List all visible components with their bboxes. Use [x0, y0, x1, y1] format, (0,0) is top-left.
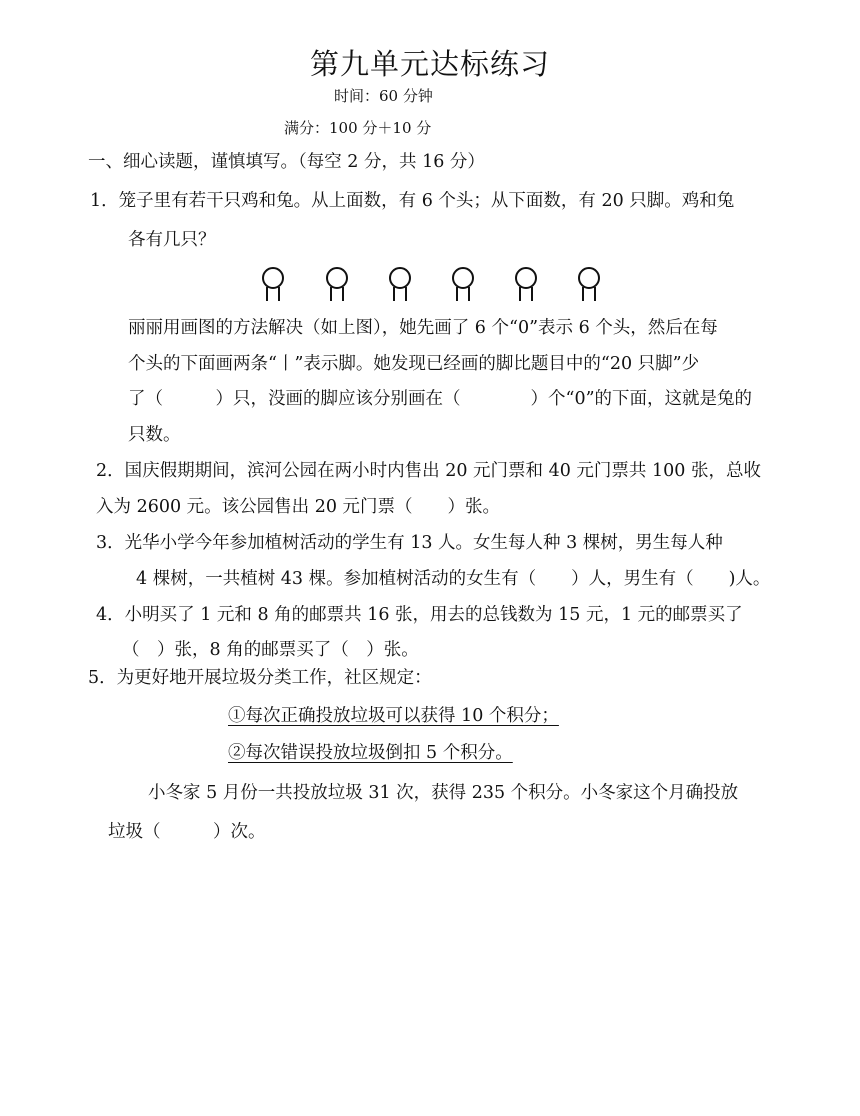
question-3-line-1: 3．光华小学今年参加植树活动的学生有 13 人。女生每人种 3 棵树，男生每人种: [96, 533, 723, 553]
question-5-paragraph-line-2: 垃圾（ ）次。: [108, 822, 266, 842]
question-5-paragraph-line-1: 小冬家 5 月份一共投放垃圾 31 次，获得 235 个积分。小冬家这个月确投放: [148, 783, 739, 803]
question-2-line-2: 入为 2600 元。该公园售出 20 元门票（ ）张。: [96, 497, 501, 517]
head-with-two-legs-icon: [322, 266, 352, 302]
chicken-rabbit-drawing: [0, 266, 860, 306]
section-heading: 一、细心读题，谨慎填写。（每空 2 分，共 16 分）: [88, 152, 485, 172]
question-4-line-1: 4．小明买了 1 元和 8 角的邮票共 16 张，用去的总钱数为 15 元，1 元的邮票买了: [96, 605, 743, 625]
question-5-rule-1: ①每次正确投放垃圾可以获得 10 个积分；: [228, 706, 559, 726]
full-score: 满分：100 分＋10 分: [284, 119, 432, 137]
question-1-line-1: 1．笼子里有若干只鸡和兔。从上面数，有 6 个头；从下面数，有 20 只脚。鸡和兔: [90, 191, 735, 211]
question-1-paragraph-line-3: 了（ ）只，没画的脚应该分别画在（ ）个“0”的下面，这就是兔的: [128, 389, 753, 409]
question-1-line-2: 各有几只？: [128, 230, 216, 250]
question-1-paragraph-line-1: 丽丽用画图的方法解决（如上图），她先画了 6 个“0”表示 6 个头，然后在每: [128, 318, 718, 338]
question-4-line-2: （ ）张，8 角的邮票买了（ ）张。: [122, 640, 419, 660]
question-2-line-1: 2．国庆假期期间，滨河公园在两小时内售出 20 元门票和 40 元门票共 100 张，总收: [96, 461, 761, 481]
question-5-rule-2: ②每次错误投放垃圾倒扣 5 个积分。: [228, 743, 513, 763]
head-with-two-legs-icon: [511, 266, 541, 302]
page-title: 第九单元达标练习: [309, 47, 550, 81]
head-with-two-legs-icon: [448, 266, 478, 302]
question-1-paragraph-line-4: 只数。: [128, 425, 181, 445]
head-with-two-legs-icon: [385, 266, 415, 302]
time-limit: 时间：60 分钟: [334, 87, 433, 105]
question-5-line-1: 5．为更好地开展垃圾分类工作，社区规定：: [88, 668, 432, 688]
head-with-two-legs-icon: [574, 266, 604, 302]
question-1-paragraph-line-2: 个头的下面画两条“丨”表示脚。她发现已经画的脚比题目中的“20 只脚”少: [128, 354, 700, 374]
head-with-two-legs-icon: [258, 266, 288, 302]
question-3-line-2: 4 棵树，一共植树 43 棵。参加植树活动的女生有（ ）人，男生有（ )人。: [136, 569, 771, 589]
